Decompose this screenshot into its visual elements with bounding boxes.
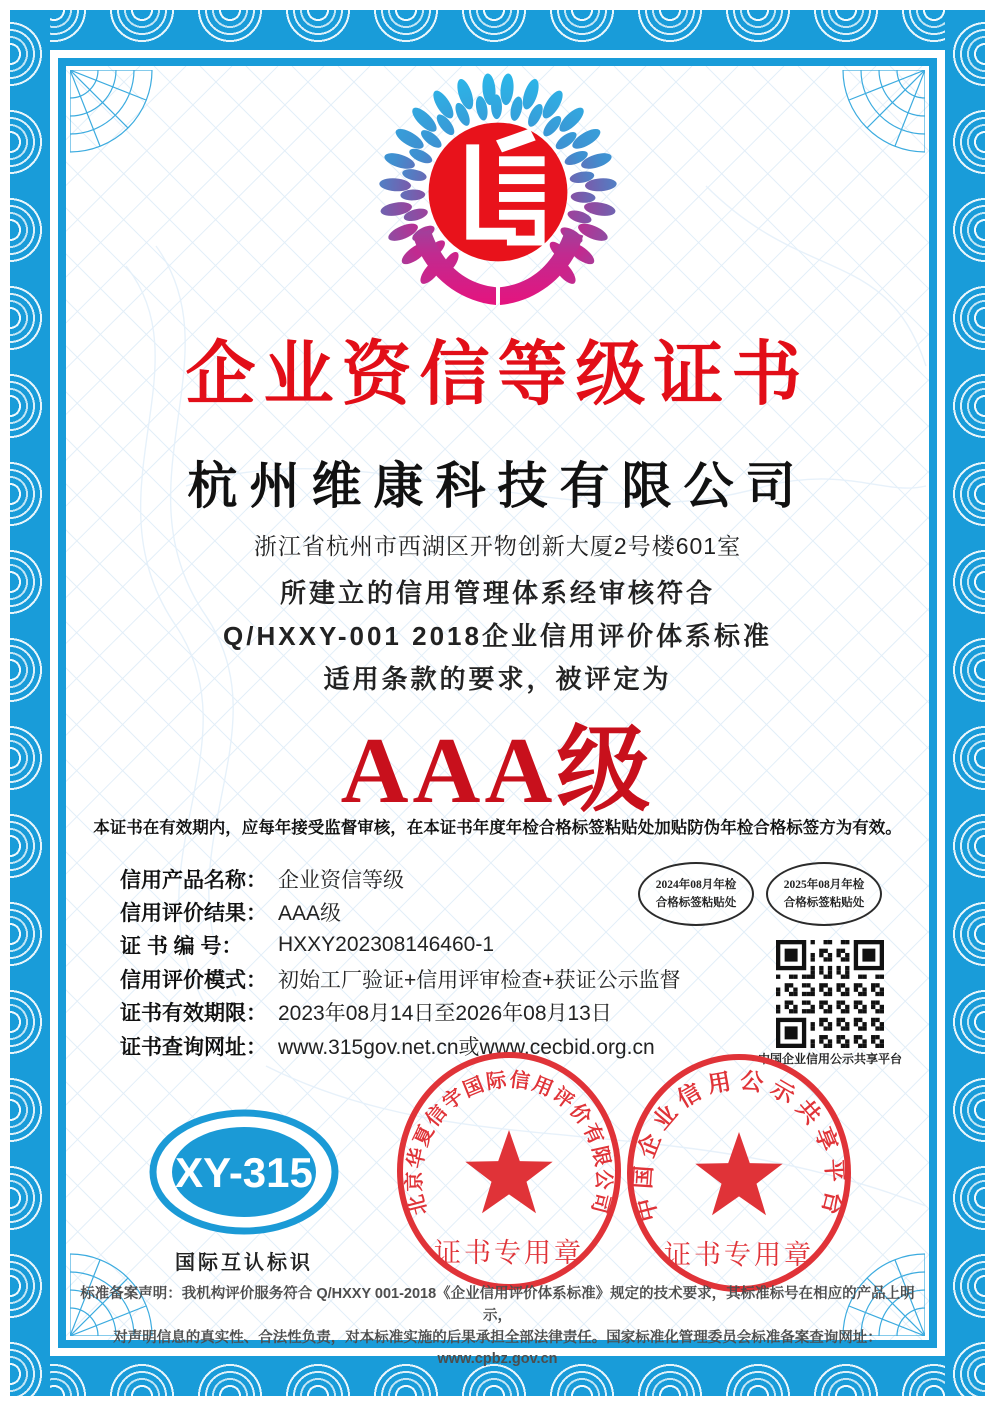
qr-code [776,940,884,1048]
field-value: AAA级 [278,902,342,926]
seal-bottom-text: 证书专用章 [664,1240,814,1270]
field-value: 企业资信等级 [278,868,404,892]
field-row [120,929,660,962]
annual-check-sticker-2025 [766,862,882,926]
field-value: HXXY202308146460-1 [278,933,495,957]
star-icon [695,1132,782,1215]
validity-notice: 本证书在有效期内，应每年接受监督审核，在本证书年度年检合格标签粘贴处加贴防伪年检合格标签方为有效。 [93,819,902,837]
issuer-seal [394,1050,624,1292]
field-label: 信用评价结果： [120,902,267,926]
platform-seal [624,1052,854,1294]
sticker-line: 2024年08月年检 [655,878,737,891]
qr-caption: 中国企业信用公示共享平台 [757,1052,902,1066]
company-address: 浙江省杭州市西湖区开物创新大厦2号楼601室 [253,533,742,559]
field-row [120,862,660,895]
field-value: www.315gov.net.cn或www.cecbid.org.cn [278,1035,655,1059]
statement-line: 所建立的信用管理体系经审核符合 [279,578,715,608]
disclaimer-line: 标准备案声明：我机构评价服务符合 Q/HXXY 001-2018《企业信用评价体系标准》规定的技术要求，其标准标号在相应的产品上明示， [80,1286,915,1324]
badge-text: XY-315 [175,1149,313,1196]
sticker-line: 合格标签粘贴处 [783,897,865,909]
field-label: 证 书 编 号： [120,935,243,959]
certificate-title: 企业资信等级证书 [185,335,810,413]
field-row [120,895,660,928]
frame-band-top [10,10,985,50]
field-label: 信用产品名称： [120,868,267,892]
rating-grade: AAA级 [340,719,655,823]
field-value: 2023年08月14日至2026年08月13日 [278,1002,612,1026]
field-row [120,962,681,995]
registration-disclaimer [76,1284,919,1371]
field-label: 证书有效期限： [120,1002,267,1026]
seal-bottom-text: 证书专用章 [434,1238,584,1268]
xy315-badge [146,1108,342,1236]
field-label: 信用评价模式： [120,968,267,992]
seal-ring-text: 中国企业信用公示共享平台 [629,1066,849,1225]
field-label: 证书查询网址： [120,1035,267,1059]
seal-ring-text: 北京华夏信宇国际信用评价有限公司 [403,1069,615,1218]
badge-caption: 国际互认标识 [175,1252,313,1274]
annual-check-sticker-2024 [638,862,754,926]
certificate-fields [120,862,681,1062]
statement-line: 适用条款的要求，被评定为 [323,664,672,694]
field-value: 初始工厂验证+信用评审检查+获证公示监督 [278,968,681,992]
star-icon [465,1130,552,1213]
corner-ornament-icon [70,70,162,162]
sticker-line: 2025年08月年检 [783,878,865,891]
corner-ornament-icon [833,70,925,162]
sticker-line: 合格标签粘贴处 [655,897,737,909]
statement-line: Q/HXXY-001 2018企业信用评价体系标准 [223,621,772,651]
disclaimer-line: 对声明信息的真实性、合法性负责，对本标准实施的后果承担全部法律责任。国家标准化管理委员会标准备案查询网址：www.cpbz.gov.cn [113,1329,882,1368]
field-row [120,996,660,1029]
credit-logo-icon [379,68,617,316]
company-name: 杭州维康科技有限公司 [187,458,808,514]
statement-block [0,572,995,701]
